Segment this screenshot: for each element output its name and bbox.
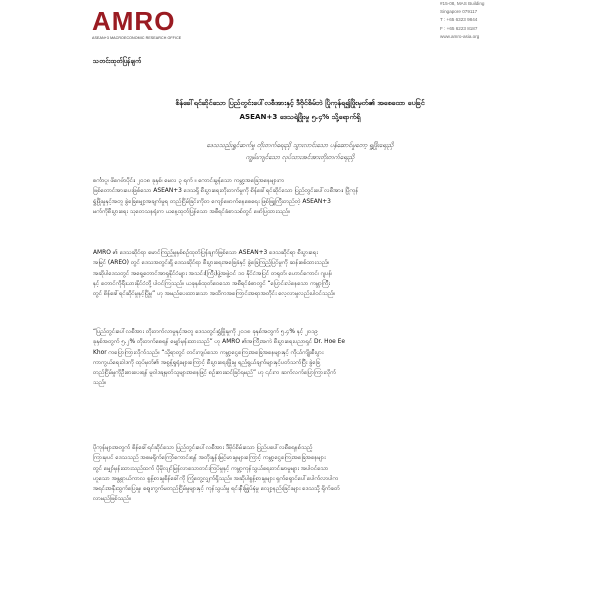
logo-wordmark: AMRO bbox=[92, 6, 176, 36]
headline-line-2: ASEAN+3 ဒေသရဲ့ဖြိုးမှု ၅.၄% သို့ရောက်ရှိ bbox=[239, 112, 361, 121]
paragraph-quote bbox=[93, 327, 507, 389]
paragraph-risks bbox=[93, 443, 507, 505]
contact-city-line: Singapore 079117 bbox=[440, 9, 478, 15]
text-line: “ပြည်တွင်းပေါ်လစီအား တိုးတက်လာမှုနှင့်အတူ ဒေသတွင်းရွှံဖြိုးမှုကို ၂၀၁၈ ခုနှစ်အတွက် ၅.၄% နှင့် ၂၀၁၉ bbox=[93, 329, 318, 335]
text-line: ကာကွယ်ရေးဝါဒကို ထုပ်မှတ်၏ အစွန့်ရှုရုံးများကြောင့် စီးပွားရေးဖြိုးမှု ရည်ရွယ်ချက်များနှင့်ပတ်သက်ပြီး ခွဲခြေ bbox=[93, 359, 321, 366]
text-line: တွင် မျှော်မှန်းထားသည်ထက် ပိုမိုလျင်မြန်လာသောတင်းကြပ်မှုနှင့် ကမ္ဘာ့ကုန်သွယ်ရေးတင်းမာမှုများ အပါဝင်သော bbox=[93, 465, 329, 472]
text-line: နှင့် တောင်ကိုရီးယားနိုင်ငံတို့ ပါဝင်ကြသည်။ ယခုနှစ်ထုတ်ဝေသော အစီရင်ခံစာတွင် “ပြောင်းလဲနေသော ကမ္ဘာကြီး bbox=[93, 280, 331, 287]
text-line: တွင် စိန်ခေါ်ရင်ဆိုင်မှုနှင့်ပြိုမှု” ဟု အမည်ပေးထားသော အထိကအကြောင်းအရာအတိုင်း လေ့လာမှုလည်းပါဝင်သည်။ bbox=[93, 291, 336, 298]
contact-info bbox=[440, 0, 484, 41]
subheadline-line-1: ဒေသသည်းရွှင်ဆက်မှု တိုးတက်ရေးညှိ သွားလာင်းသော ပန်ဆောင်မှုတော့ ရှု့ဖြိုးရေးညှိ bbox=[206, 142, 394, 149]
contact-address-line: #15-08, MAS Building bbox=[440, 1, 485, 6]
text-line: ရွှံဖြိုးမှုနှင့်အတူ ခွဲခြေမျှော့အချက်မှုရ တည်ငြိမ်ခြင်းကိုတ ကျော်ဖောက်နေစေရေး ဖြစ်ဖြူကြီးတည်တဲ့ ASEAN+3 bbox=[93, 198, 331, 205]
paragraph-intro bbox=[93, 176, 507, 217]
text-line: Khor ကပြောကြားလိုက်သည်။ “သို့ရာတွင် တင်းကျပ်သော ကမ္ဘာ့ငွေကြေးအခြေအနေများနှင့် ကိုယ်ကျိုးစီးပွား bbox=[93, 349, 324, 356]
text-line: အရင်းအနှီးထွက်ပြေးမှု၊ ဈေးကွက်မတည်ငြိမ်မှုများနှင့် ကုန်သွယ်မှု ရင်းနီးမြှုပ်နှံမှု လျော့နည်းခြင်းများ ဒေသသို့ ရိုက်ခတ် bbox=[93, 486, 340, 493]
document-type-label: သတင်းထုတ်ပြန်ချက် bbox=[93, 58, 142, 65]
text-line: ဟူသော အန္တရာယ်ကာလ စွန့်စားမှုစိန်ခေါ်ကို ကြုံတွေ့လျှက်ရှိသည်။ အဆိုပါစွန့်စားမှုများ ရှက်ရှောင်ပေါ်ပေါက်လာပါက bbox=[93, 475, 339, 482]
text-line: AMRO ၏ ဒေသဆိုင်ရာ မောင်ကြည့်မှုနှစ်စဉ်ထုတ်ပြန်ချက်ဖြစ်သော ASEAN+3 ဒေသဆိုင်ရာ စီးပွားရေး bbox=[93, 250, 318, 256]
headline-line-1: စိန်ခေါ်ရင်ဆိုင်သော ပြည်တွင်းပေါ်လစီအားနှင့် ဒီဗိုင်စိမ်ဘဲ ပြိုကုန်ရ၍ဖြိုးမှတ်၏ အစေထော ပေခြင် bbox=[175, 98, 425, 107]
amro-logo bbox=[92, 8, 202, 40]
text-line: ဖြစ်တောင်အားပေးဖြစ်သော ASEAN+3 ဒေသရှိ စီးပွားရေးတိုးတက်မှုကို စိန်ခေါ်ရင်ဆိုင်သော ပြည်တွင်းပေါ်လစီအား၊ ပြိုကုန် bbox=[93, 188, 359, 195]
text-line: လာမည်ဖြစ်သည်။ bbox=[93, 496, 131, 503]
text-line: သည်။ bbox=[93, 380, 107, 387]
paragraph-areo-report bbox=[93, 248, 507, 299]
text-line: ခုနှစ်အတွက် ၅.၂% တိုးတက်စေရန် မျှော်မှန်းထားသည်” ဟု AMRO ၏အကြီးအကဲ စီးပွားရေးပညာရှင် Dr. Hoe Ee bbox=[93, 339, 346, 346]
contact-telephone: T : +65 6323 9844 bbox=[440, 17, 478, 23]
logo-subtitle: ASEAN+3 MACROECONOMIC RESEARCH OFFICE bbox=[92, 36, 182, 40]
text-line: အမြင် (AREO) တွင် ဒေသအတွင်းရှိ ဒေသဆိုင်ရာ စီးပွားရေးအခြေခံနှင့် ခွဲခြေကြည့်ပြင်မှုကို ဆန်းစစ်ထားသည်။ bbox=[93, 260, 330, 267]
text-line: ပိုကုန်များအတွက် စိန်ခေါ်ရင်ဆိုင်သော ပြည်တွင်းပေါ်လစီအား ဒီဗိုင်စိမ်းသော ပြည်ပပေါ်လစီရေနစ်သည့် bbox=[93, 445, 313, 451]
contact-fax: F : +65 6223 8187 bbox=[440, 25, 478, 31]
text-line: အဆိုပါဒေသတွင် အရှေ့တောင်အာရှနိုင်ငံများ အသင်း(ကြီး)ဖွဲ့အဖွဲ့ဝင် ၁၀ နိုင်ငံအပြင် တရုတ်၊ ဟောင်ကောင်၊ ဂျပန်၊ bbox=[93, 270, 333, 277]
text-line: တည်ငြိမ်မှုကိုဦးစားပေးရန် မူဝါဒချမှတ်သူများအနေဖြင့် စဉ်းစားဆင်ခြင်ရမည်” ဟု ၎င်းက ဆက်လက်ပြောကြားလိုက် bbox=[93, 370, 337, 377]
text-line: မက်ကိုစီးပွားရေး သုတေသနရုံးက ယနေ့ထုတ်ပြန်သော အစီရင်ခံစာသစ်တွင် ဖော်ပြထားသည်။ bbox=[93, 208, 290, 215]
contact-website-link[interactable]: www.amro-asia.org bbox=[440, 33, 480, 39]
text-line: ကြားမှပင် ဒေသသည် အစမရိုက်ကြော်ကောင်းရန် အတိုးနှုန်းမြင့်မားမှုများကြောင့် ကမ္ဘာ့ငွေကြေးအခြေအနေများ bbox=[93, 455, 326, 462]
text-line: စင်္ကာပူ၊ ဖိဂေဗ်ာပိုင်း၊ ၂၀၁၈ ခုနှစ်၊ မေလ ၃ ရက် ။ ကောင်းမွန်သော ကမ္ဘာ့အခြေအနေများက bbox=[93, 178, 285, 184]
subheadline-line-2: ကျွမ်းကျင်သော လုပ်သားအင်အားတိုးတက်ရေးညှိ bbox=[245, 154, 355, 161]
